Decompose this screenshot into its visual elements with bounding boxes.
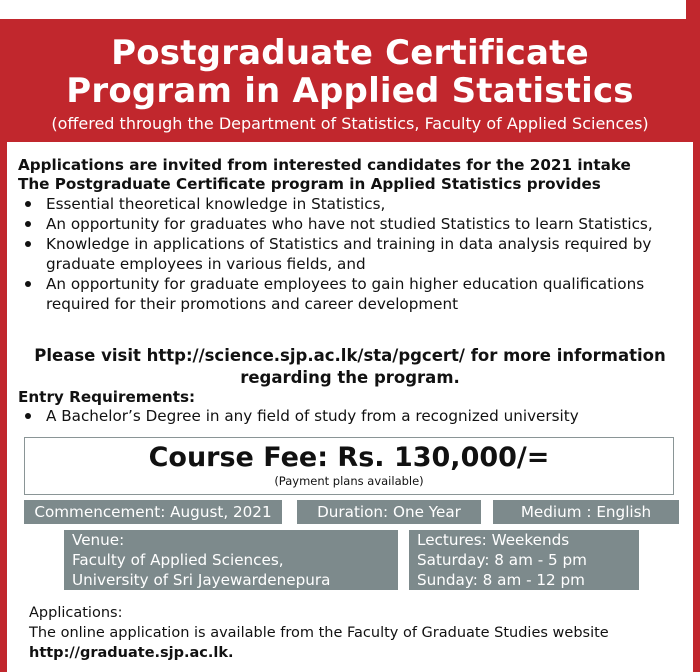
venue-line-2: University of Sri Jayewardenepura: [72, 571, 331, 589]
top-white-bar: [0, 0, 686, 19]
lectures-box: [409, 530, 639, 590]
venue-box: [64, 530, 398, 590]
lectures-saturday: Saturday: 8 am - 5 pm: [417, 551, 587, 569]
title-banner: [0, 22, 700, 140]
applications-section: [29, 603, 609, 663]
bullet-icon: [25, 241, 31, 247]
list-item: [21, 234, 661, 274]
list-item-text: Essential theoretical knowledge in Statistics,: [46, 195, 386, 213]
bullet-icon: [25, 413, 31, 419]
lectures-sunday: Sunday: 8 am - 12 pm: [417, 571, 585, 589]
list-item: [21, 194, 661, 214]
list-item-text: A Bachelor’s Degree in any field of study from a recognized university: [46, 407, 579, 425]
visit-line-1[interactable]: Please visit http://science.sjp.ac.lk/sta/pgcert/ for more information: [34, 346, 666, 365]
list-item-text: Knowledge in applications of Statistics and training in data analysis required by graduate employees in various fields, and: [46, 235, 652, 273]
list-item: [21, 274, 661, 314]
content-panel: [7, 142, 693, 672]
subtitle: (offered through the Department of Statistics, Faculty of Applied Sciences): [51, 114, 649, 133]
top-strip: [0, 0, 700, 22]
intro: [18, 156, 678, 194]
duration-badge: Duration: One Year: [297, 500, 481, 524]
applications-heading: Applications:: [29, 605, 123, 621]
list-item-text: An opportunity for graduate employees to gain higher education qualifications required for their promotions and career development: [46, 275, 645, 313]
medium-badge: Medium : English: [493, 500, 679, 524]
title-line-1: Postgraduate Certificate: [111, 33, 589, 73]
visit-line-2: regarding the program.: [240, 368, 460, 387]
bullet-icon: [25, 281, 31, 287]
list-item: [21, 214, 661, 234]
commencement-badge: Commencement: August, 2021: [24, 500, 282, 524]
provides-list: [21, 194, 661, 314]
visit-notice: [7, 345, 693, 389]
title-line-2: Program in Applied Statistics: [66, 71, 634, 111]
entry-requirements-heading: Entry Requirements:: [18, 388, 196, 406]
intro-line-1: Applications are invited from interested candidates for the 2021 intake: [18, 156, 631, 174]
payment-plans-note: (Payment plans available): [274, 474, 424, 488]
lectures-label: Lectures: Weekends: [417, 531, 570, 549]
entry-requirements-list: [21, 406, 661, 426]
graduate-website-link[interactable]: http://graduate.sjp.ac.lk.: [29, 645, 234, 661]
venue-line-1: Faculty of Applied Sciences,: [72, 551, 284, 569]
bullet-icon: [25, 221, 31, 227]
intro-line-2: The Postgraduate Certificate program in Applied Statistics provides: [18, 175, 601, 193]
venue-label: Venue:: [72, 531, 125, 549]
list-item-text: An opportunity for graduates who have not studied Statistics to learn Statistics,: [46, 215, 653, 233]
bullet-icon: [25, 201, 31, 207]
list-item: [21, 406, 661, 426]
course-fee-box: [24, 437, 674, 495]
applications-text: The online application is available from the Faculty of Graduate Studies website: [29, 625, 609, 641]
course-fee: Course Fee: Rs. 130,000/=: [148, 442, 550, 473]
